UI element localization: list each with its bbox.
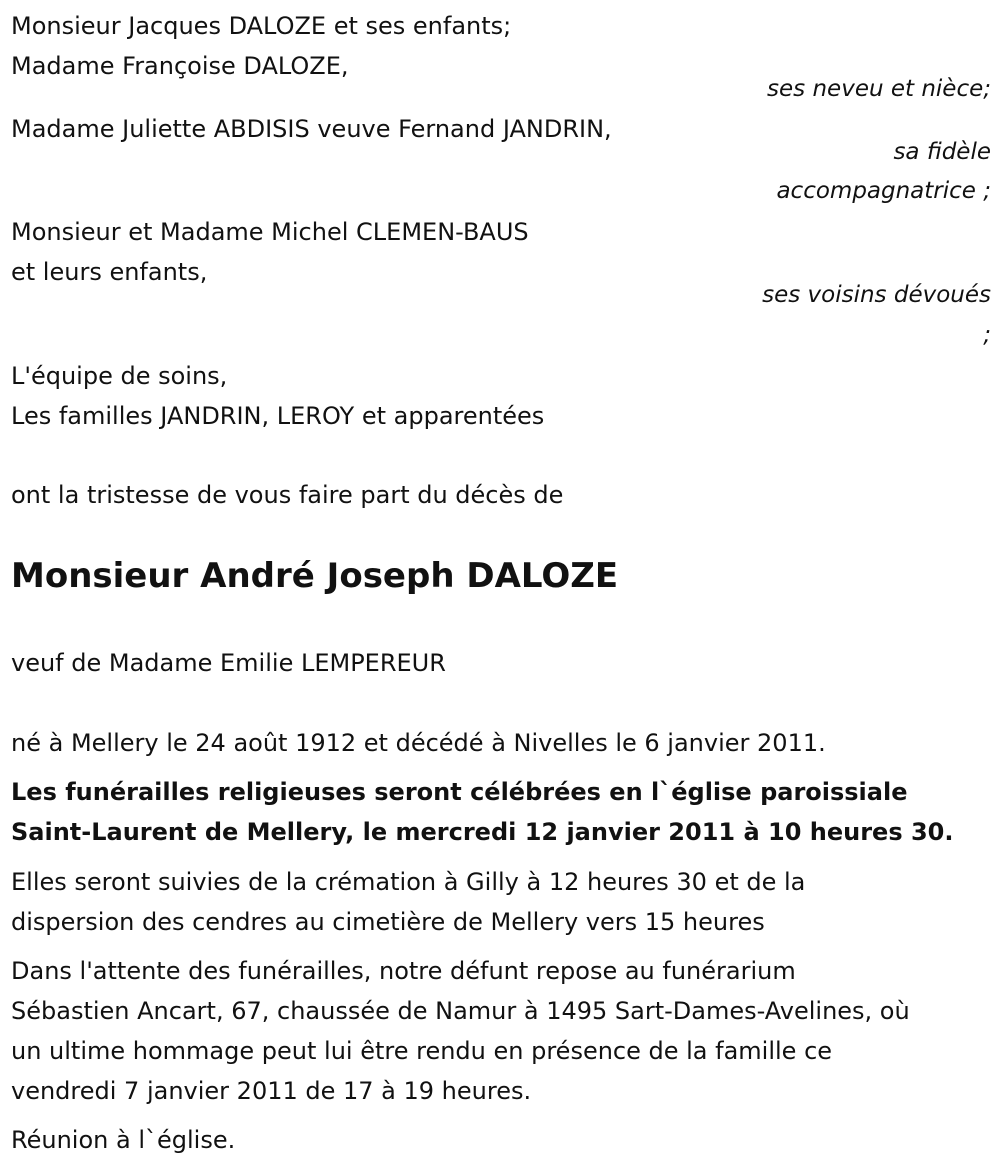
mourner-line: et leurs enfants,	[11, 258, 208, 286]
relation-label: ses voisins dévoués	[762, 282, 991, 308]
deceased-name: Monsieur André Joseph DALOZE	[11, 556, 619, 596]
meeting-text: Réunion à l`église.	[11, 1126, 236, 1154]
mourner-line: L'équipe de soins,	[11, 362, 228, 390]
relation-label: ses neveu et nièce;	[767, 76, 991, 102]
funeral-text: Les funérailles religieuses seront célébrées en l`église paroissiale	[11, 778, 908, 806]
visitation-text: un ultime hommage peut lui être rendu en présence de la famille ce	[11, 1037, 833, 1065]
birth-death-text: né à Mellery le 24 août 1912 et décédé à Nivelles le 6 janvier 2011.	[11, 729, 826, 757]
relation-label: accompagnatrice ;	[776, 178, 991, 204]
mourner-line: Madame Juliette ABDISIS veuve Fernand JANDRIN,	[11, 115, 612, 143]
relation-label: ;	[983, 322, 991, 348]
visitation-text: Dans l'attente des funérailles, notre défunt repose au funérarium	[11, 957, 796, 985]
mourner-line: Les familles JANDRIN, LEROY et apparentées	[11, 402, 545, 430]
cremation-text: dispersion des cendres au cimetière de Mellery vers 15 heures	[11, 908, 765, 936]
visitation-text: vendredi 7 janvier 2011 de 17 à 19 heures.	[11, 1077, 532, 1105]
mourner-line: Madame Françoise DALOZE,	[11, 52, 349, 80]
spouse-text: veuf de Madame Emilie LEMPEREUR	[11, 649, 446, 677]
announcement-text: ont la tristesse de vous faire part du décès de	[11, 481, 564, 509]
cremation-text: Elles seront suivies de la crémation à Gilly à 12 heures 30 et de la	[11, 868, 806, 896]
funeral-text: Saint-Laurent de Mellery, le mercredi 12 janvier 2011 à 10 heures 30.	[11, 818, 954, 846]
mourner-line: Monsieur Jacques DALOZE et ses enfants;	[11, 12, 512, 40]
visitation-text: Sébastien Ancart, 67, chaussée de Namur à 1495 Sart-Dames-Avelines, où	[11, 997, 910, 1025]
relation-label: sa fidèle	[893, 139, 991, 165]
mourner-line: Monsieur et Madame Michel CLEMEN-BAUS	[11, 218, 529, 246]
